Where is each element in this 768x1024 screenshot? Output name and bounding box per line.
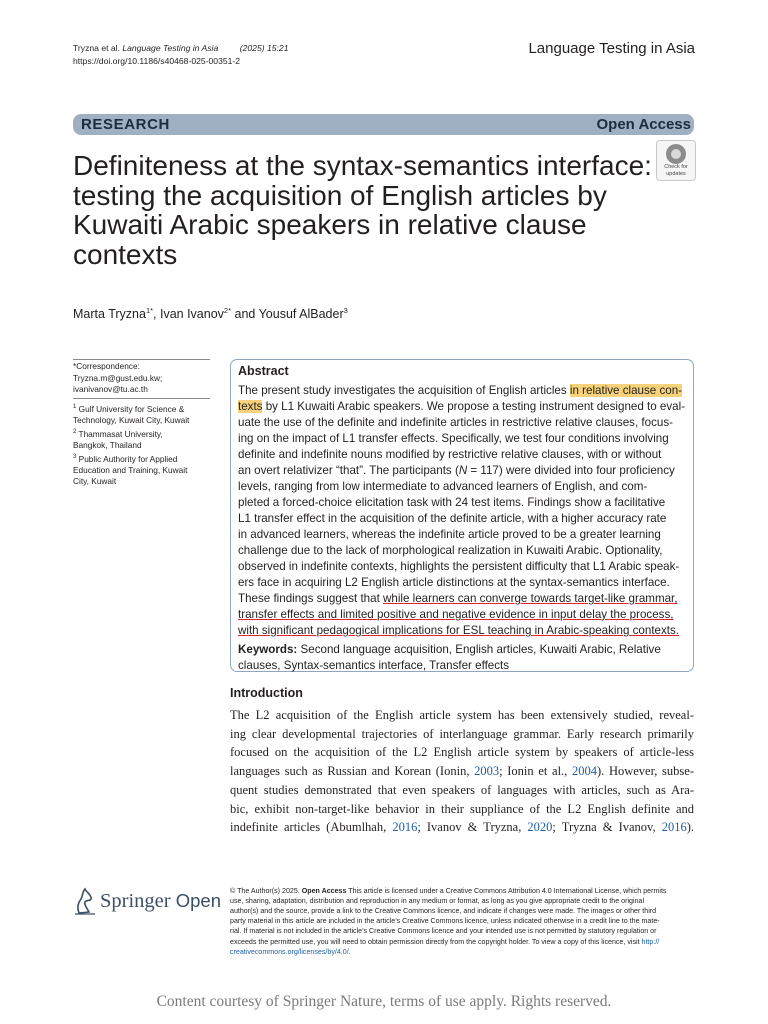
body-line: ing clear developmental trajectories of interlanguage grammar. Early research primarily <box>230 726 694 741</box>
affiliation-item: $^1$ Gulf University for Science & <box>73 403 185 414</box>
abstract-line: pleted a forced-choice elicitation task with 24 test items. Findings show a facilitative <box>238 496 666 509</box>
article-title: Definiteness at the syntax-semantics interface: testing the acquisition of English articles by Kuwaiti Arabic speakers in relative clause contexts <box>73 150 652 270</box>
author-affil: 1* <box>145 306 154 315</box>
courtesy-footer: Content courtesy of Springer Nature, terms of use apply. Rights reserved. <box>156 993 612 1010</box>
abstract-line: in advanced learners, whereas the indefinite article proved to be a greater learning <box>238 528 661 541</box>
abstract-line <box>238 623 679 639</box>
body-line: languages such as Russian and Korean (Ionin, 2003; Ionin et al., 2004). However, subse- <box>230 764 694 779</box>
citation-link[interactable]: 2016 <box>661 820 687 835</box>
abstract-line: texts by L1 Kuwaiti Arabic speakers. We propose a testing instrument designed to eval- <box>238 400 686 413</box>
publisher-open: Open <box>175 890 221 911</box>
affiliation-item: $^3$ Public Authority for Applied <box>73 453 178 464</box>
journal-name: Language Testing in Asia <box>528 40 695 57</box>
affiliation-item: Education and Training, Kuwait <box>73 464 188 475</box>
springer-horse-icon <box>73 886 97 916</box>
publisher-logo <box>100 890 221 913</box>
badge-line1: Check for <box>664 164 688 170</box>
underline-annotation: with significant pedagogical implications for ESL teaching in Arabic-speaking contexts. <box>238 624 680 637</box>
abstract-line: L1 transfer effect in the acquisition of the definite article, with a higher accuracy rate <box>238 512 667 525</box>
divider <box>73 398 210 399</box>
body-line: focused on the acquisition of the L2 English article system by speakers of article-less <box>230 745 694 760</box>
publisher-name: Springer <box>100 890 171 912</box>
author-name: Marta Tryzna <box>73 307 146 322</box>
abstract-line: observed in indefinite contexts, highlights the persistent difficulty that L1 Arabic speak- <box>238 560 680 573</box>
highlight: texts <box>238 400 263 413</box>
abstract-line: The present study investigates the acquisition of English articles in relative clause con- <box>238 384 683 397</box>
correspondence-email[interactable]: ivanivanov@tu.ac.th <box>73 384 148 394</box>
license-line: creativecommons.org/licenses/by/4.0/. <box>230 947 351 956</box>
license-line: exceeds the permitted use, you will need to obtain permission directly from the copyright holder. To view a copy of this licence, visit http:// <box>230 937 660 946</box>
author-affil: 2* <box>223 306 232 315</box>
header-authors: Tryzna et al. <box>73 43 120 53</box>
body-line: quent studies demonstrated that even speakers of languages with articles, such as Ara- <box>230 782 694 797</box>
affiliation-item: Technology, Kuwait City, Kuwait <box>73 415 190 426</box>
running-header <box>73 42 288 68</box>
abstract-line: levels, ranging from low intermediate to advanced learners of English, and com- <box>238 480 648 493</box>
abstract-heading: Abstract <box>238 364 289 378</box>
badge-line2: updates <box>666 170 686 177</box>
correspondence-email[interactable]: Tryzna.m@gust.edu.kw; <box>73 372 163 383</box>
author-affil: 3 <box>343 306 348 315</box>
affiliation-item: $^2$ Thammasat University, <box>73 428 163 439</box>
affiliation-item: Bangkok, Thailand <box>73 440 142 451</box>
abstract-line: challenge due to the lack of morphological realization in Kuwaiti Arabic. Optionality, <box>238 544 663 557</box>
check-for-updates-badge[interactable] <box>656 140 696 181</box>
underline-annotation: while learners can converge towards target-like grammar, <box>383 592 678 605</box>
citation-link[interactable]: 2004 <box>571 764 597 779</box>
citation-link[interactable]: 2016 <box>392 820 418 835</box>
license-line: rial. If material is not included in the article’s Creative Commons licence and your intended use is not permitted by statutory regulation or <box>230 927 657 936</box>
keywords-label: Keywords: <box>238 643 298 656</box>
affiliation-item: City, Kuwait <box>73 476 117 487</box>
author-name: Yousuf AlBader <box>258 307 344 322</box>
body-line: The L2 acquisition of the English article system has been extensively studied, reveal- <box>230 708 694 722</box>
citation-link[interactable]: 2020 <box>527 820 553 835</box>
abstract-line: definite and indefinite nouns modified by restrictive relative clauses, with or without <box>238 448 662 461</box>
abstract-line: ing on the impact of L1 transfer effects. Specifically, we test four conditions involving <box>238 432 669 445</box>
section-heading: Introduction <box>230 686 303 700</box>
header-citation: (2025) 15:21 <box>239 43 289 53</box>
highlight: in relative clause con- <box>569 384 683 397</box>
keywords-line: Keywords: Second language acquisition, English articles, Kuwaiti Arabic, Relative <box>238 643 661 656</box>
check-for-updates-icon <box>666 144 686 164</box>
author-name: Ivan Ivanov <box>159 307 224 322</box>
header-journal: Language Testing in Asia <box>122 43 219 53</box>
license-line: use, sharing, adaptation, distribution and reproduction in any medium or format, as long as you give appropriate credit to the original <box>230 897 645 906</box>
abstract-line: an overt relativizer “that”. The participants (N = 117) were divided into four proficiency <box>238 464 675 477</box>
body-line: indefinite articles (Abumlhah, 2016; Ivanov & Tryzna, 2020; Tryzna & Ivanov, 2016). <box>230 820 695 835</box>
header-doi[interactable]: https://doi.org/10.1186/s40468-025-00351-2 <box>73 56 241 66</box>
abstract-line: uate the use of the definite and indefinite articles in restrictive relative clauses, focus- <box>238 416 673 429</box>
open-access-label: Open Access <box>596 116 691 133</box>
affiliation-list <box>73 402 213 488</box>
license-link[interactable]: creativecommons.org/licenses/by/4.0/ <box>230 947 349 956</box>
license-link[interactable]: http:// <box>641 937 660 946</box>
correspondence <box>73 361 213 396</box>
abstract-line: ers face in acquiring L2 English article distinctions at the syntax-semantics interface. <box>238 576 670 589</box>
article-type-label: RESEARCH <box>81 116 170 133</box>
abstract-line: These findings suggest that while learners can converge towards target-like grammar, <box>238 592 678 605</box>
divider <box>73 359 210 360</box>
abstract-line <box>238 607 673 623</box>
author-list: Marta Tryzna$^{1*}$, Ivan Ivanov$^{2*}$ and Yousuf AlBader$^3$ <box>73 306 348 322</box>
underline-annotation: transfer effects and limited positive and negative evidence in input delay the process, <box>238 608 674 621</box>
correspondence-label: *Correspondence: <box>73 361 140 371</box>
keywords-line: clauses, Syntax-semantics interface, Transfer effects <box>238 659 510 672</box>
license-line: party material in this article are included in the article’s Creative Commons licence, unless indicated otherwise in a credit line to the mate- <box>230 917 660 926</box>
license-line: author(s) and the source, provide a link to the Creative Commons licence, and indicate if changes were made. The images or other third <box>230 907 657 916</box>
license-line: © The Author(s) 2025. Open Access This article is licensed under a Creative Commons Attribution 4.0 International License, which permits <box>230 887 667 895</box>
citation-link[interactable]: 2003 <box>474 764 500 779</box>
body-line: bic, exhibit non-target-like behavior in their suppliance of the L2 English definite and <box>230 801 694 816</box>
